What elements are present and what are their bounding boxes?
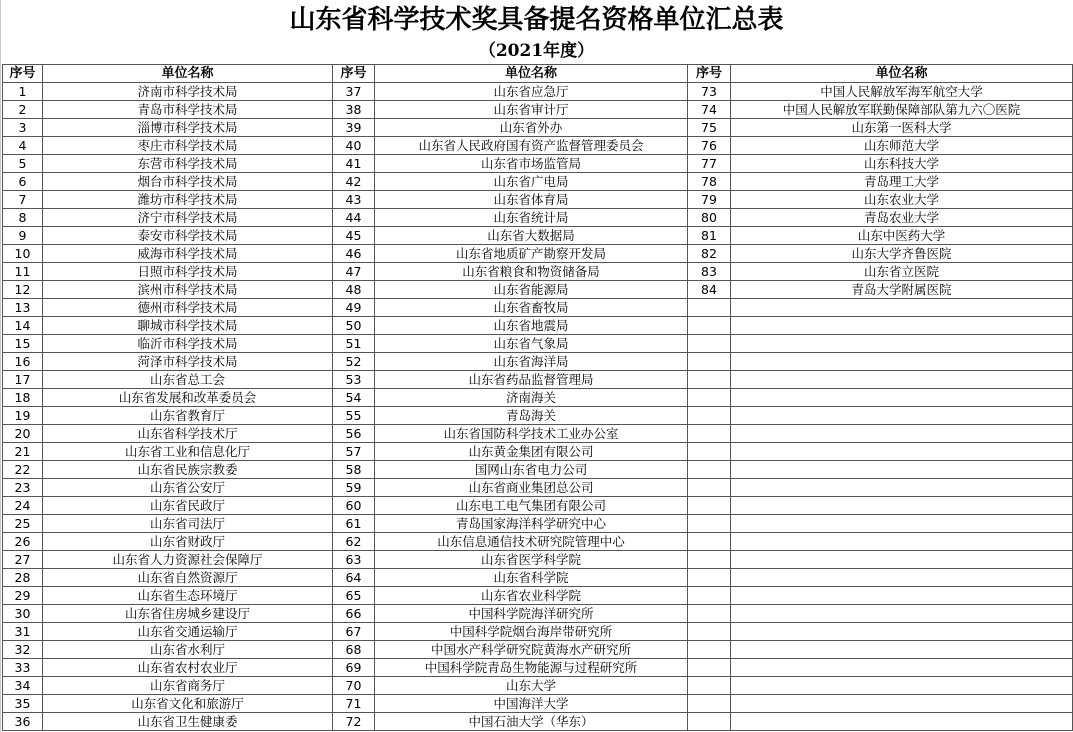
seq-cell: 65 <box>333 587 375 605</box>
seq-cell: 69 <box>333 659 375 677</box>
seq-cell: 80 <box>688 209 731 227</box>
unit-name-cell <box>731 461 1073 479</box>
unit-name-cell: 枣庄市科学技术局 <box>43 137 333 155</box>
unit-name-cell: 山东省人力资源社会保障厅 <box>43 551 333 569</box>
seq-cell <box>688 659 731 677</box>
unit-name-cell: 山东省发展和改革委员会 <box>43 389 333 407</box>
table-row <box>3 119 1073 137</box>
seq-cell: 56 <box>333 425 375 443</box>
unit-name-cell: 青岛市科学技术局 <box>43 101 333 119</box>
table-row <box>3 659 1073 677</box>
seq-cell: 6 <box>3 173 43 191</box>
seq-cell: 38 <box>333 101 375 119</box>
seq-cell <box>688 497 731 515</box>
seq-cell <box>688 695 731 713</box>
unit-name-cell: 山东省立医院 <box>731 263 1073 281</box>
unit-name-cell <box>731 371 1073 389</box>
table-row <box>3 281 1073 299</box>
seq-cell: 50 <box>333 317 375 335</box>
header-seq: 序号 <box>3 65 43 83</box>
seq-cell: 32 <box>3 641 43 659</box>
seq-cell: 59 <box>333 479 375 497</box>
seq-cell: 62 <box>333 533 375 551</box>
unit-name-cell: 滨州市科学技术局 <box>43 281 333 299</box>
seq-cell: 10 <box>3 245 43 263</box>
seq-cell: 75 <box>688 119 731 137</box>
unit-name-cell <box>731 515 1073 533</box>
seq-cell: 81 <box>688 227 731 245</box>
unit-name-cell: 山东省水利厅 <box>43 641 333 659</box>
seq-cell: 23 <box>3 479 43 497</box>
unit-name-cell: 山东黄金集团有限公司 <box>375 443 688 461</box>
unit-name-cell: 山东省住房城乡建设厅 <box>43 605 333 623</box>
unit-name-cell <box>731 299 1073 317</box>
seq-cell: 63 <box>333 551 375 569</box>
seq-cell: 61 <box>333 515 375 533</box>
table-row <box>3 623 1073 641</box>
unit-name-cell: 山东省应急厅 <box>375 83 688 101</box>
table-row <box>3 353 1073 371</box>
table-row <box>3 713 1073 731</box>
seq-cell <box>688 677 731 695</box>
unit-name-cell: 山东省农业科学院 <box>375 587 688 605</box>
seq-cell: 58 <box>333 461 375 479</box>
seq-cell: 46 <box>333 245 375 263</box>
seq-cell: 60 <box>333 497 375 515</box>
unit-name-cell: 山东省大数据局 <box>375 227 688 245</box>
table-row <box>3 317 1073 335</box>
seq-cell: 77 <box>688 155 731 173</box>
unit-name-cell: 山东省财政厅 <box>43 533 333 551</box>
table-row <box>3 605 1073 623</box>
unit-name-cell: 山东省教育厅 <box>43 407 333 425</box>
seq-cell <box>688 605 731 623</box>
table-row <box>3 137 1073 155</box>
unit-name-cell <box>731 587 1073 605</box>
table-row <box>3 569 1073 587</box>
table-row <box>3 443 1073 461</box>
table-row <box>3 83 1073 101</box>
unit-name-cell: 山东科技大学 <box>731 155 1073 173</box>
seq-cell: 78 <box>688 173 731 191</box>
seq-cell: 25 <box>3 515 43 533</box>
seq-cell: 71 <box>333 695 375 713</box>
seq-cell <box>688 299 731 317</box>
unit-name-cell <box>731 443 1073 461</box>
unit-name-cell <box>731 641 1073 659</box>
seq-cell: 31 <box>3 623 43 641</box>
seq-cell <box>688 407 731 425</box>
seq-cell: 28 <box>3 569 43 587</box>
seq-cell: 4 <box>3 137 43 155</box>
unit-name-cell: 山东师范大学 <box>731 137 1073 155</box>
seq-cell <box>688 641 731 659</box>
unit-name-cell: 潍坊市科学技术局 <box>43 191 333 209</box>
header-name: 单位名称 <box>731 65 1073 83</box>
seq-cell: 19 <box>3 407 43 425</box>
unit-name-cell <box>731 317 1073 335</box>
table-row <box>3 497 1073 515</box>
unit-name-cell: 青岛海关 <box>375 407 688 425</box>
unit-name-cell: 中国海洋大学 <box>375 695 688 713</box>
seq-cell: 33 <box>3 659 43 677</box>
unit-name-cell: 山东省文化和旅游厅 <box>43 695 333 713</box>
seq-cell: 9 <box>3 227 43 245</box>
unit-name-cell: 山东省科学院 <box>375 569 688 587</box>
table-row <box>3 695 1073 713</box>
seq-cell <box>688 353 731 371</box>
table-row <box>3 479 1073 497</box>
seq-cell <box>688 335 731 353</box>
seq-cell: 14 <box>3 317 43 335</box>
unit-name-cell: 山东省自然资源厅 <box>43 569 333 587</box>
table-row <box>3 533 1073 551</box>
seq-cell: 54 <box>333 389 375 407</box>
unit-name-cell: 东营市科学技术局 <box>43 155 333 173</box>
unit-name-cell: 中国石油大学（华东） <box>375 713 688 731</box>
unit-name-cell: 山东省医学科学院 <box>375 551 688 569</box>
seq-cell: 37 <box>333 83 375 101</box>
header-name: 单位名称 <box>43 65 333 83</box>
table-row <box>3 227 1073 245</box>
seq-cell: 52 <box>333 353 375 371</box>
header-seq: 序号 <box>688 65 731 83</box>
unit-name-cell: 青岛理工大学 <box>731 173 1073 191</box>
unit-name-cell: 临沂市科学技术局 <box>43 335 333 353</box>
table-row <box>3 677 1073 695</box>
table-row <box>3 587 1073 605</box>
seq-cell: 55 <box>333 407 375 425</box>
unit-name-cell <box>731 695 1073 713</box>
unit-name-cell: 德州市科学技术局 <box>43 299 333 317</box>
seq-cell: 15 <box>3 335 43 353</box>
seq-cell: 24 <box>3 497 43 515</box>
unit-name-cell: 山东电工电气集团有限公司 <box>375 497 688 515</box>
seq-cell: 83 <box>688 263 731 281</box>
unit-name-cell <box>731 677 1073 695</box>
seq-cell: 74 <box>688 101 731 119</box>
seq-cell: 70 <box>333 677 375 695</box>
unit-name-cell: 威海市科学技术局 <box>43 245 333 263</box>
unit-name-cell: 山东省民族宗教委 <box>43 461 333 479</box>
unit-name-cell: 山东省市场监管局 <box>375 155 688 173</box>
unit-name-cell <box>731 569 1073 587</box>
seq-cell: 79 <box>688 191 731 209</box>
unit-name-cell: 泰安市科学技术局 <box>43 227 333 245</box>
table-row <box>3 425 1073 443</box>
seq-cell: 36 <box>3 713 43 731</box>
unit-name-cell: 山东省生态环境厅 <box>43 587 333 605</box>
table-row <box>3 551 1073 569</box>
table-row <box>3 407 1073 425</box>
seq-cell <box>688 713 731 731</box>
unit-name-cell: 中国人民解放军海军航空大学 <box>731 83 1073 101</box>
seq-cell: 17 <box>3 371 43 389</box>
unit-name-cell: 山东信息通信技术研究院管理中心 <box>375 533 688 551</box>
table-row <box>3 461 1073 479</box>
header-name: 单位名称 <box>375 65 688 83</box>
seq-cell: 53 <box>333 371 375 389</box>
unit-name-cell: 中国科学院烟台海岸带研究所 <box>375 623 688 641</box>
seq-cell: 57 <box>333 443 375 461</box>
unit-name-cell: 山东大学 <box>375 677 688 695</box>
unit-name-cell: 中国科学院海洋研究所 <box>375 605 688 623</box>
unit-name-cell <box>731 533 1073 551</box>
unit-name-cell: 中国水产科学研究院黄海水产研究所 <box>375 641 688 659</box>
seq-cell: 35 <box>3 695 43 713</box>
unit-name-cell: 山东省统计局 <box>375 209 688 227</box>
unit-name-cell: 日照市科学技术局 <box>43 263 333 281</box>
unit-name-cell: 青岛国家海洋科学研究中心 <box>375 515 688 533</box>
header-seq: 序号 <box>333 65 375 83</box>
seq-cell: 72 <box>333 713 375 731</box>
unit-name-cell: 山东第一医科大学 <box>731 119 1073 137</box>
unit-name-cell <box>731 425 1073 443</box>
unit-name-cell <box>731 713 1073 731</box>
seq-cell: 5 <box>3 155 43 173</box>
unit-name-cell: 山东省能源局 <box>375 281 688 299</box>
seq-cell <box>688 569 731 587</box>
seq-cell: 84 <box>688 281 731 299</box>
unit-name-cell: 中国人民解放军联勤保障部队第九六〇医院 <box>731 101 1073 119</box>
unit-name-cell: 青岛大学附属医院 <box>731 281 1073 299</box>
seq-cell <box>688 461 731 479</box>
unit-name-cell: 山东省农村农业厅 <box>43 659 333 677</box>
table-row <box>3 263 1073 281</box>
unit-name-cell <box>731 335 1073 353</box>
seq-cell: 45 <box>333 227 375 245</box>
unit-name-cell: 中国科学院青岛生物能源与过程研究所 <box>375 659 688 677</box>
seq-cell: 29 <box>3 587 43 605</box>
seq-cell: 34 <box>3 677 43 695</box>
seq-cell <box>688 551 731 569</box>
unit-name-cell: 山东省粮食和物资储备局 <box>375 263 688 281</box>
seq-cell: 48 <box>333 281 375 299</box>
seq-cell <box>688 389 731 407</box>
unit-name-cell: 淄博市科学技术局 <box>43 119 333 137</box>
seq-cell: 22 <box>3 461 43 479</box>
seq-cell <box>688 479 731 497</box>
seq-cell: 73 <box>688 83 731 101</box>
unit-name-cell: 山东省民政厅 <box>43 497 333 515</box>
seq-cell: 2 <box>3 101 43 119</box>
seq-cell: 76 <box>688 137 731 155</box>
unit-name-cell: 济南海关 <box>375 389 688 407</box>
table-row <box>3 299 1073 317</box>
unit-name-cell: 山东省药品监督管理局 <box>375 371 688 389</box>
unit-name-cell: 聊城市科学技术局 <box>43 317 333 335</box>
seq-cell: 49 <box>333 299 375 317</box>
seq-cell: 41 <box>333 155 375 173</box>
unit-name-cell <box>731 659 1073 677</box>
seq-cell: 13 <box>3 299 43 317</box>
seq-cell <box>688 533 731 551</box>
seq-cell: 18 <box>3 389 43 407</box>
sheet-left-edge <box>0 0 1 732</box>
unit-name-cell: 山东中医药大学 <box>731 227 1073 245</box>
seq-cell: 82 <box>688 245 731 263</box>
seq-cell: 1 <box>3 83 43 101</box>
unit-name-cell: 山东省卫生健康委 <box>43 713 333 731</box>
seq-cell: 43 <box>333 191 375 209</box>
unit-name-cell: 济宁市科学技术局 <box>43 209 333 227</box>
unit-name-cell: 山东省外办 <box>375 119 688 137</box>
unit-name-cell: 山东省司法厅 <box>43 515 333 533</box>
unit-name-cell: 青岛农业大学 <box>731 209 1073 227</box>
seq-cell <box>688 443 731 461</box>
page-subtitle: （2021年度） <box>478 41 595 61</box>
table-row <box>3 191 1073 209</box>
seq-cell: 16 <box>3 353 43 371</box>
unit-name-cell: 山东省科学技术厅 <box>43 425 333 443</box>
unit-name-cell: 山东省畜牧局 <box>375 299 688 317</box>
seq-cell: 40 <box>333 137 375 155</box>
unit-name-cell: 山东省体育局 <box>375 191 688 209</box>
seq-cell <box>688 623 731 641</box>
unit-name-cell <box>731 407 1073 425</box>
unit-name-cell: 山东省广电局 <box>375 173 688 191</box>
unit-name-cell <box>731 497 1073 515</box>
seq-cell: 7 <box>3 191 43 209</box>
unit-name-cell <box>731 623 1073 641</box>
page-title: 山东省科学技术奖具备提名资格单位汇总表 <box>289 5 784 35</box>
seq-cell: 20 <box>3 425 43 443</box>
seq-cell: 42 <box>333 173 375 191</box>
table-row <box>3 335 1073 353</box>
unit-name-cell: 山东省人民政府国有资产监督管理委员会 <box>375 137 688 155</box>
table-row <box>3 245 1073 263</box>
seq-cell <box>688 515 731 533</box>
unit-name-cell <box>731 551 1073 569</box>
seq-cell: 12 <box>3 281 43 299</box>
table-row <box>3 155 1073 173</box>
table-header-row <box>3 65 1073 83</box>
unit-name-cell: 山东省气象局 <box>375 335 688 353</box>
seq-cell: 64 <box>333 569 375 587</box>
unit-name-cell: 山东省交通运输厅 <box>43 623 333 641</box>
table-row <box>3 515 1073 533</box>
seq-cell: 8 <box>3 209 43 227</box>
table-row <box>3 173 1073 191</box>
table-row <box>3 209 1073 227</box>
unit-name-cell: 山东农业大学 <box>731 191 1073 209</box>
unit-name-cell: 山东省海洋局 <box>375 353 688 371</box>
unit-name-cell: 济南市科学技术局 <box>43 83 333 101</box>
seq-cell: 3 <box>3 119 43 137</box>
table-row <box>3 389 1073 407</box>
unit-name-cell: 山东大学齐鲁医院 <box>731 245 1073 263</box>
table-row <box>3 101 1073 119</box>
unit-name-cell: 山东省商务厅 <box>43 677 333 695</box>
seq-cell: 26 <box>3 533 43 551</box>
unit-name-cell <box>731 353 1073 371</box>
unit-name-cell: 菏泽市科学技术局 <box>43 353 333 371</box>
seq-cell <box>688 425 731 443</box>
unit-name-cell: 山东省总工会 <box>43 371 333 389</box>
unit-name-cell: 烟台市科学技术局 <box>43 173 333 191</box>
table-row <box>3 371 1073 389</box>
unit-name-cell: 山东省国防科学技术工业办公室 <box>375 425 688 443</box>
seq-cell: 11 <box>3 263 43 281</box>
seq-cell: 21 <box>3 443 43 461</box>
unit-name-cell: 山东省审计厅 <box>375 101 688 119</box>
seq-cell: 30 <box>3 605 43 623</box>
seq-cell: 66 <box>333 605 375 623</box>
seq-cell: 27 <box>3 551 43 569</box>
unit-name-cell: 山东省公安厅 <box>43 479 333 497</box>
units-table <box>2 64 1073 731</box>
unit-name-cell: 山东省工业和信息化厅 <box>43 443 333 461</box>
unit-name-cell <box>731 479 1073 497</box>
seq-cell <box>688 317 731 335</box>
unit-name-cell <box>731 605 1073 623</box>
seq-cell: 67 <box>333 623 375 641</box>
seq-cell: 68 <box>333 641 375 659</box>
seq-cell <box>688 587 731 605</box>
seq-cell: 44 <box>333 209 375 227</box>
unit-name-cell: 山东省地震局 <box>375 317 688 335</box>
unit-name-cell: 山东省商业集团总公司 <box>375 479 688 497</box>
seq-cell: 51 <box>333 335 375 353</box>
unit-name-cell <box>731 389 1073 407</box>
unit-name-cell: 国网山东省电力公司 <box>375 461 688 479</box>
seq-cell <box>688 371 731 389</box>
seq-cell: 39 <box>333 119 375 137</box>
unit-name-cell: 山东省地质矿产勘察开发局 <box>375 245 688 263</box>
table-row <box>3 641 1073 659</box>
seq-cell: 47 <box>333 263 375 281</box>
